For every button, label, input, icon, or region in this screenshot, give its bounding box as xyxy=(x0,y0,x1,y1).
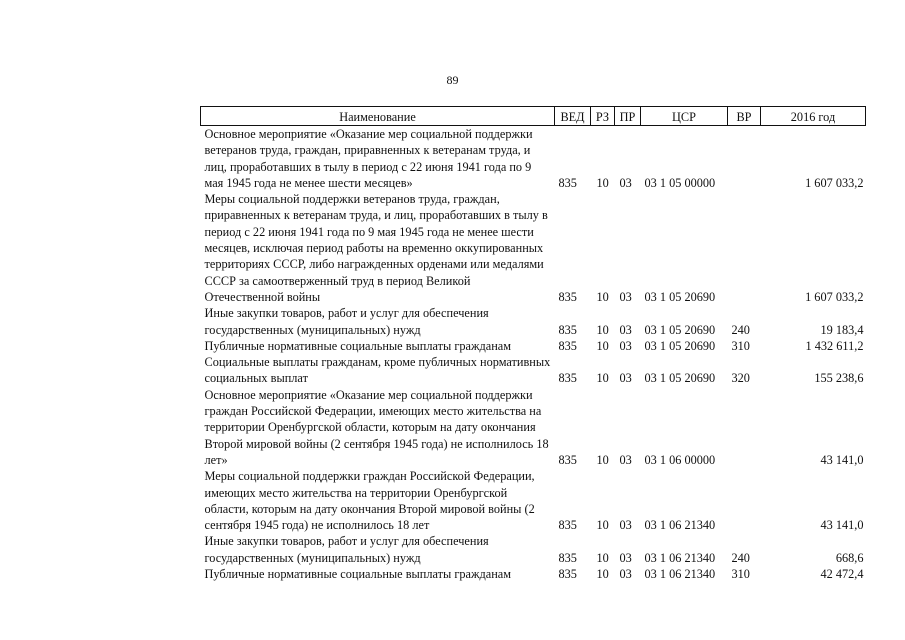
cell-name: Меры социальной поддержки граждан Российской Федерации, имеющих место жительства на территории Оренбургской области, которым на дату окончания Второй мировой войны (2 сентября 1945 года) не исполнилось 18 лет xyxy=(204,469,535,533)
cell-csr: 03 1 06 21340 xyxy=(644,518,716,533)
budget-table xyxy=(200,106,866,582)
cell-csr: 03 1 05 20690 xyxy=(644,322,716,337)
cell-ved: 835 xyxy=(558,289,577,304)
cell-pr: 03 xyxy=(619,289,632,304)
cell-amount: 668,6 xyxy=(835,550,864,565)
cell-csr: 03 1 06 00000 xyxy=(644,452,716,467)
cell-vr xyxy=(728,126,761,192)
cell-name: Публичные нормативные социальные выплаты гражданам xyxy=(204,338,512,353)
cell-rz: 10 xyxy=(596,518,609,533)
table-row xyxy=(201,468,866,533)
table-row xyxy=(201,338,866,354)
cell-ved: 835 xyxy=(558,322,577,337)
header-name: Наименование xyxy=(201,107,555,126)
cell-name: Основное мероприятие «Оказание мер социальной поддержки граждан Российской Федерации, имеющих место жительства на территории Оренбургской области, которым на дату окончания Второй мировой войны (2 сентября 1945 года) не исполнилось 18 лет» xyxy=(204,387,549,467)
cell-pr: 03 xyxy=(619,452,632,467)
cell-amount: 1 607 033,2 xyxy=(805,289,864,304)
cell-name: Основное мероприятие «Оказание мер социальной поддержки ветеранов труда, граждан, приравненных к ветеранам труда, и лиц, проработавших в тылу в период с 22 июня 1941 года по 9 мая 1945 года не менее шести месяцев» xyxy=(204,127,533,190)
table-row xyxy=(201,305,866,338)
cell-pr: 03 xyxy=(619,175,632,190)
table-row xyxy=(201,126,866,192)
cell-rz: 10 xyxy=(596,567,609,582)
cell-amount: 1 607 033,2 xyxy=(805,175,864,190)
cell-ved: 835 xyxy=(558,518,577,533)
cell-vr: 320 xyxy=(731,371,750,386)
cell-rz: 10 xyxy=(596,452,609,467)
cell-amount: 1 432 611,2 xyxy=(805,338,864,353)
cell-pr: 03 xyxy=(619,550,632,565)
page-number: 89 xyxy=(446,73,459,87)
cell-rz: 10 xyxy=(596,175,609,190)
cell-name: Публичные нормативные социальные выплаты гражданам xyxy=(204,567,512,582)
header-pr: ПР xyxy=(615,107,641,126)
header-vr: ВР xyxy=(728,107,761,126)
cell-csr: 03 1 06 21340 xyxy=(644,567,716,582)
cell-pr: 03 xyxy=(619,371,632,386)
cell-name: Иные закупки товаров, работ и услуг для обеспечения государственных (муниципальных) нужд xyxy=(204,534,489,565)
cell-vr xyxy=(728,191,761,305)
cell-ved: 835 xyxy=(558,567,577,582)
cell-amount: 42 472,4 xyxy=(820,567,864,582)
cell-pr: 03 xyxy=(619,338,632,353)
cell-name: Меры социальной поддержки ветеранов труда, граждан, приравненных к ветеранам труда, и лиц, проработавших в тылу в период с 22 июня 1941 года по 9 мая 1945 года не менее шести месяцев, исключая период работы на временно оккупированных территориях СССР, либо награжденных орденами или медалями СССР за самоотверженный труд в период Великой Отечественной войны xyxy=(204,192,548,304)
table-body xyxy=(201,126,866,583)
cell-amount: 43 141,0 xyxy=(820,518,864,533)
cell-pr: 03 xyxy=(619,518,632,533)
cell-csr: 03 1 06 21340 xyxy=(644,550,716,565)
header-row xyxy=(201,107,866,126)
cell-vr xyxy=(728,468,761,533)
cell-pr: 03 xyxy=(619,322,632,337)
cell-rz: 10 xyxy=(596,289,609,304)
table-header xyxy=(201,107,866,126)
cell-rz: 10 xyxy=(596,550,609,565)
header-amount: 2016 год xyxy=(761,107,866,126)
cell-name: Социальные выплаты гражданам, кроме публичных нормативных социальных выплат xyxy=(204,355,551,386)
cell-ved: 835 xyxy=(558,452,577,467)
cell-amount: 19 183,4 xyxy=(820,322,864,337)
table-row xyxy=(201,533,866,566)
header-csr: ЦСР xyxy=(641,107,728,126)
cell-csr: 03 1 05 20690 xyxy=(644,338,716,353)
table-row xyxy=(201,354,866,387)
cell-ved: 835 xyxy=(558,175,577,190)
cell-rz: 10 xyxy=(596,322,609,337)
cell-vr: 310 xyxy=(731,338,750,353)
table-row xyxy=(201,566,866,582)
cell-vr: 240 xyxy=(731,322,750,337)
header-rz: РЗ xyxy=(591,107,615,126)
table-row xyxy=(201,387,866,468)
cell-ved: 835 xyxy=(558,371,577,386)
cell-amount: 155 238,6 xyxy=(814,371,864,386)
table-row xyxy=(201,191,866,305)
cell-vr: 240 xyxy=(731,550,750,565)
cell-vr xyxy=(728,387,761,468)
cell-amount: 43 141,0 xyxy=(820,452,864,467)
cell-csr: 03 1 05 20690 xyxy=(644,289,716,304)
cell-csr: 03 1 05 20690 xyxy=(644,371,716,386)
cell-vr: 310 xyxy=(731,567,750,582)
cell-csr: 03 1 05 00000 xyxy=(644,175,716,190)
header-ved: ВЕД xyxy=(555,107,591,126)
cell-ved: 835 xyxy=(558,550,577,565)
cell-rz: 10 xyxy=(596,338,609,353)
cell-name: Иные закупки товаров, работ и услуг для обеспечения государственных (муниципальных) нужд xyxy=(204,306,489,337)
cell-rz: 10 xyxy=(596,371,609,386)
cell-pr: 03 xyxy=(619,567,632,582)
cell-ved: 835 xyxy=(558,338,577,353)
